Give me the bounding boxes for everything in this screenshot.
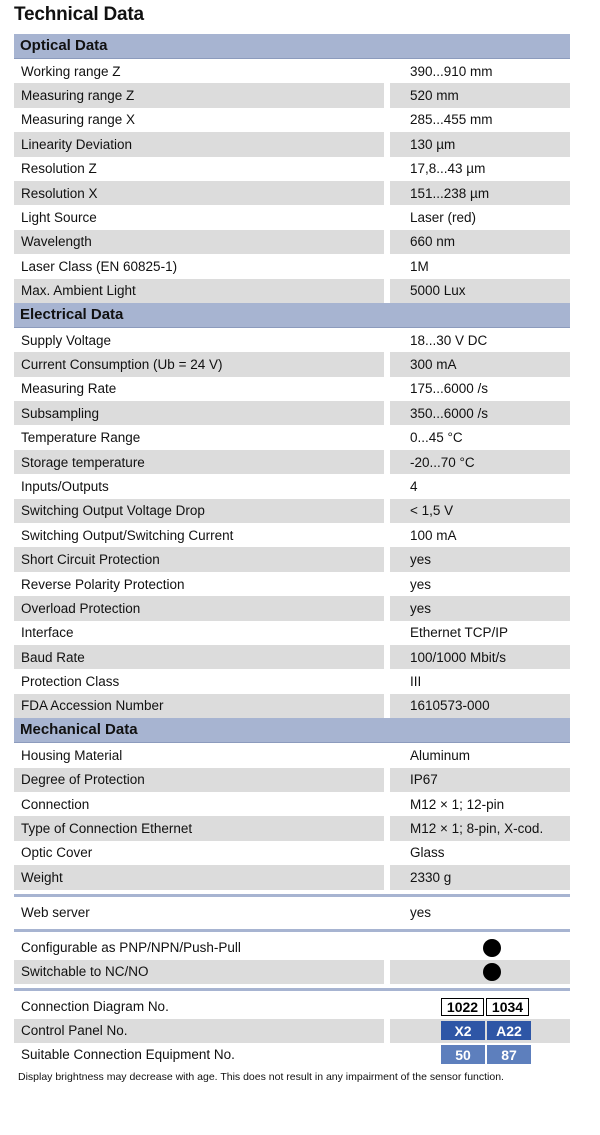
spec-label: Storage temperature — [14, 450, 384, 474]
option-row — [14, 936, 570, 960]
spec-value: 2330 g — [384, 865, 570, 889]
spec-label: Working range Z — [21, 63, 121, 79]
spec-row — [14, 352, 570, 376]
spec-row — [14, 841, 570, 865]
spec-row — [14, 596, 570, 620]
spec-row — [14, 768, 570, 792]
spec-value: 130 µm — [384, 132, 570, 156]
spec-label: Measuring range Z — [14, 83, 384, 107]
spec-label: Short Circuit Protection — [14, 547, 384, 571]
spec-row — [14, 205, 570, 229]
spec-row — [14, 59, 570, 83]
spec-value: 100 mA — [384, 523, 570, 547]
spec-row — [14, 792, 570, 816]
spec-value: 520 mm — [384, 83, 570, 107]
spec-row — [14, 572, 570, 596]
option-value — [384, 960, 570, 984]
number-box: 87 — [487, 1045, 531, 1064]
spec-value: yes — [384, 572, 570, 596]
spec-label: Suitable Connection Equipment No. — [21, 1047, 235, 1062]
spec-row — [14, 132, 570, 156]
spec-label: Switching Output Voltage Drop — [14, 499, 384, 523]
spec-row — [14, 669, 570, 693]
number-box: 1022 — [441, 998, 484, 1016]
spec-value: 17,8...43 µm — [384, 157, 570, 181]
number-box: A22 — [487, 1021, 531, 1040]
spec-value — [384, 995, 570, 1019]
spec-label: Housing Material — [21, 747, 123, 763]
web-server-row — [14, 901, 570, 925]
control-panel-row — [14, 1019, 570, 1043]
spec-value: M12 × 1; 12-pin — [384, 792, 570, 816]
number-boxes — [441, 998, 529, 1016]
filled-dot-icon — [483, 939, 501, 957]
spec-value: 18...30 V DC — [384, 328, 570, 352]
spec-label: Protection Class — [21, 674, 120, 690]
spec-row — [14, 743, 570, 767]
spec-label: Degree of Protection — [14, 768, 384, 792]
spec-row — [14, 83, 570, 107]
spec-value: 285...455 mm — [384, 108, 570, 132]
spec-value — [384, 1019, 570, 1043]
spec-value — [384, 1043, 570, 1067]
spec-value: 1610573-000 — [384, 694, 570, 718]
spec-value: 390...910 mm — [384, 59, 570, 83]
spec-label: Measuring range X — [21, 112, 136, 128]
number-boxes — [441, 1045, 531, 1064]
spec-row — [14, 108, 570, 132]
spec-value: 5000 Lux — [384, 279, 570, 303]
spec-value: Laser (red) — [384, 205, 570, 229]
spec-value: Ethernet TCP/IP — [384, 621, 570, 645]
spec-value: 175...6000 /s — [384, 377, 570, 401]
spec-label: Optic Cover — [21, 845, 93, 861]
spec-label: Wavelength — [14, 230, 384, 254]
filled-dot-icon — [483, 963, 501, 981]
spec-row — [14, 230, 570, 254]
spec-label: Current Consumption (Ub = 24 V) — [14, 352, 384, 376]
spec-row — [14, 181, 570, 205]
spec-value: M12 × 1; 8-pin, X-cod. — [384, 816, 570, 840]
section-header: Optical Data — [14, 34, 570, 59]
spec-value: -20...70 °C — [384, 450, 570, 474]
spec-row — [14, 450, 570, 474]
connection-equipment-row — [14, 1043, 570, 1067]
spec-value: 100/1000 Mbit/s — [384, 645, 570, 669]
spec-label: Light Source — [21, 210, 97, 226]
spec-label: Resolution Z — [21, 161, 97, 177]
spec-label: Switching Output/Switching Current — [21, 527, 234, 543]
spec-label: Baud Rate — [14, 645, 384, 669]
spec-value: 300 mA — [384, 352, 570, 376]
spec-label: Max. Ambient Light — [14, 279, 384, 303]
option-label: Configurable as PNP/NPN/Push-Pull — [21, 940, 241, 955]
spec-label: Linearity Deviation — [14, 132, 384, 156]
spec-value: 151...238 µm — [384, 181, 570, 205]
spec-value: 350...6000 /s — [384, 401, 570, 425]
spec-row — [14, 425, 570, 449]
separator — [14, 894, 570, 897]
spec-value: < 1,5 V — [384, 499, 570, 523]
separator — [14, 929, 570, 932]
number-boxes — [441, 1021, 531, 1040]
spec-label: Connection — [21, 796, 90, 812]
spec-row — [14, 279, 570, 303]
section-header: Mechanical Data — [14, 718, 570, 743]
spec-label: Control Panel No. — [14, 1019, 384, 1043]
spec-row — [14, 547, 570, 571]
spec-value: IP67 — [384, 768, 570, 792]
spec-value: 0...45 °C — [384, 425, 570, 449]
spec-label: Temperature Range — [21, 430, 141, 446]
spec-label: FDA Accession Number — [14, 694, 384, 718]
option-row — [14, 960, 570, 984]
spec-label: Resolution X — [14, 181, 384, 205]
spec-value: yes — [384, 596, 570, 620]
spec-label: Supply Voltage — [21, 332, 112, 348]
footnote: Display brightness may decrease with age. This does not result in any impairment of the sensor function. — [18, 1071, 504, 1083]
spec-row — [14, 157, 570, 181]
spec-row — [14, 694, 570, 718]
spec-label: Interface — [21, 625, 74, 641]
spec-row — [14, 377, 570, 401]
number-box: X2 — [441, 1021, 485, 1040]
spec-row — [14, 254, 570, 278]
spec-label: Overload Protection — [14, 596, 384, 620]
spec-label: Laser Class (EN 60825-1) — [21, 258, 178, 274]
option-value — [384, 936, 570, 960]
spec-value: Aluminum — [384, 743, 570, 767]
spec-row — [14, 645, 570, 669]
spec-row — [14, 523, 570, 547]
spec-row — [14, 474, 570, 498]
spec-row — [14, 816, 570, 840]
spec-row — [14, 328, 570, 352]
spec-label: Type of Connection Ethernet — [14, 816, 384, 840]
section-header: Electrical Data — [14, 303, 570, 328]
page-title: Technical Data — [14, 4, 144, 25]
connection-diagram-row — [14, 995, 570, 1019]
spec-label: Inputs/Outputs — [21, 478, 109, 494]
spec-label: Reverse Polarity Protection — [21, 576, 185, 592]
number-box: 1034 — [486, 998, 529, 1016]
spec-label: Connection Diagram No. — [21, 999, 169, 1014]
separator — [14, 988, 570, 991]
spec-value: III — [384, 669, 570, 693]
spec-value: yes — [384, 901, 570, 925]
spec-row — [14, 401, 570, 425]
number-box: 50 — [441, 1045, 485, 1064]
spec-value: 1M — [384, 254, 570, 278]
spec-row — [14, 621, 570, 645]
spec-label: Weight — [14, 865, 384, 889]
spec-label: Web server — [21, 905, 90, 920]
spec-table — [14, 34, 570, 1067]
spec-value: yes — [384, 547, 570, 571]
spec-row — [14, 499, 570, 523]
option-label: Switchable to NC/NO — [14, 960, 384, 984]
spec-row — [14, 865, 570, 889]
spec-value: Glass — [384, 841, 570, 865]
spec-value: 4 — [384, 474, 570, 498]
spec-label: Measuring Rate — [21, 381, 117, 397]
spec-value: 660 nm — [384, 230, 570, 254]
spec-label: Subsampling — [14, 401, 384, 425]
